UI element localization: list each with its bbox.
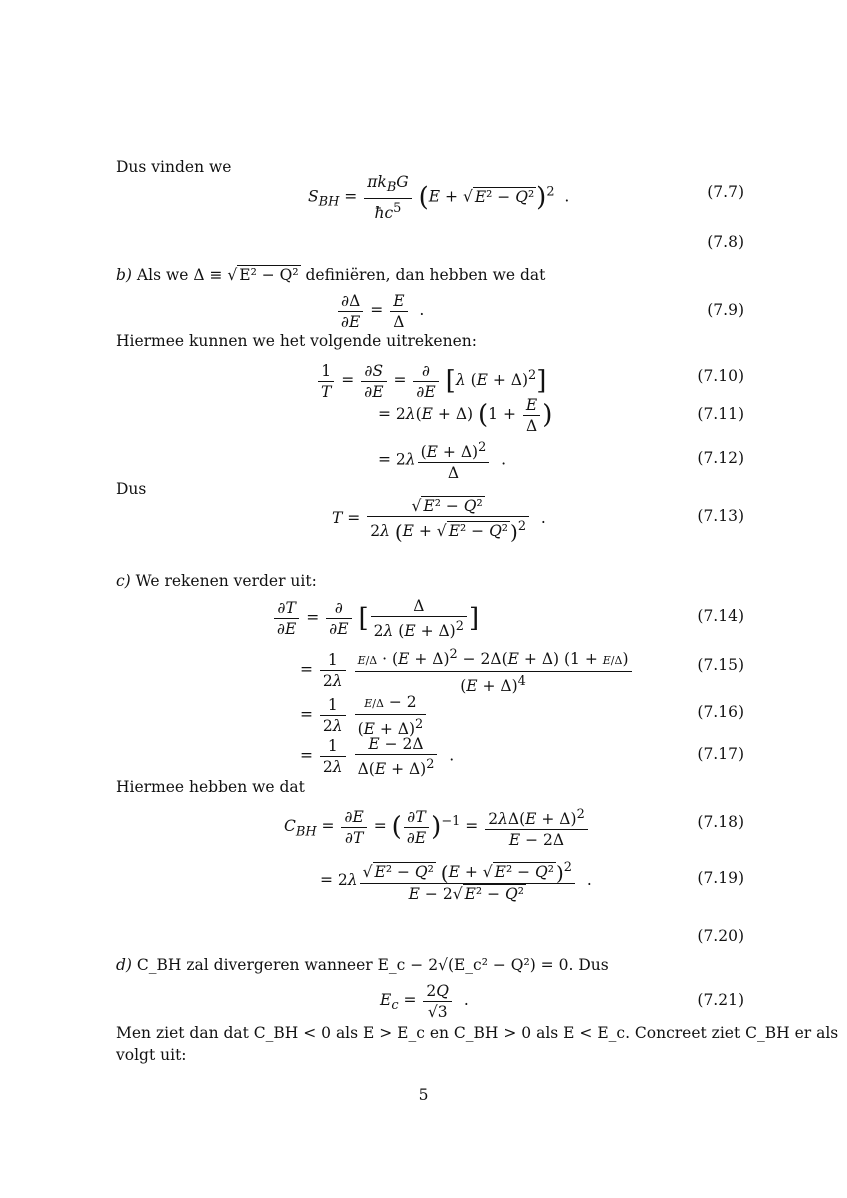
- paragraph-conclusion-line-1: Men ziet dan dat C_BH < 0 als E > E_c en C_BH > 0 als E < E_c. Concreet ziet C_BH er als: [116, 1024, 839, 1042]
- paragraph-b-sqrt: E² − Q²: [239, 266, 299, 284]
- equation-number-7-18: (7.18): [697, 813, 744, 831]
- equation-number-7-10: (7.10): [697, 367, 744, 385]
- equation-7-17: [116, 734, 744, 779]
- equation-7-14: [116, 596, 744, 641]
- equation-7-15: [116, 645, 744, 696]
- paragraph-dus-vinden: Dus vinden we: [116, 158, 232, 176]
- equation-7-14-body: $\frac{\partial T}{\partial E}$ = $\frac{\partial}{\partial E}$ [ $\frac{\Delta}{2\lambda (E + \Delta)^2}$ ]: [272, 596, 479, 641]
- equation-number-7-7: (7.7): [707, 183, 744, 201]
- paragraph-b: b) Als we Δ ≡ √ E² − Q² definiëren, dan hebben we dat: [116, 266, 546, 284]
- paragraph-dus: Dus: [116, 480, 147, 498]
- equation-number-7-21: (7.21): [697, 991, 744, 1009]
- equation-7-8: [116, 222, 744, 262]
- equation-7-13-body: T = $\frac{\text{√ E² − Q²}}{2\lambda (E + √ E^2 - Q^2 )^2}$ .: [332, 497, 546, 545]
- equation-7-12-body: = 2λ $\frac{(E + \Delta)^2}{\Delta}$ .: [378, 440, 507, 483]
- equation-7-17-body: = $\frac{1}{2\lambda}$ $\frac{E - 2\Delta}{\Delta(E + \Delta)^2}$ .: [300, 735, 455, 779]
- paragraph-b-text-2: definiëren, dan hebben we dat: [300, 266, 546, 284]
- paragraph-d-text: C_BH zal divergeren wanneer E_c − 2√(E_c² − Q²) = 0. Dus: [136, 956, 609, 974]
- paragraph-c-text: We rekenen verder uit:: [135, 572, 317, 590]
- equation-7-7: [116, 172, 744, 223]
- equation-7-19-body: = 2λ $\frac{√ E^2 - Q^2 (E + √ E^2 - Q^2 )^2}{\text{E − 2√ E² − Q²}}$ .: [320, 860, 592, 904]
- equation-7-21: [116, 980, 744, 1020]
- equation-7-10-body: $\frac{1}{T}$ = $\frac{\partial S}{\partial E}$ = $\frac{\partial}{\partial E}$ [λ $(E + \Delta)^2$]: [316, 356, 546, 402]
- equation-7-18: [116, 802, 744, 849]
- equation-7-11-body: = 2λ(E + Δ) (1 + $\frac{E}{\Delta}$ ): [378, 395, 553, 435]
- paragraph-c: [116, 570, 744, 592]
- equation-7-21-body: $E_c$ = $\frac{2Q}{√3}$ .: [380, 981, 469, 1021]
- equation-7-15-body: = $\frac{1}{2\lambda}$ $\frac{E/\Delta \cdot (E + \Delta)^2 - 2\Delta(E + \Delta) (1 + E/\Delta)}{(E + \Delta)^4}$: [300, 645, 634, 696]
- equation-7-16: [116, 692, 744, 739]
- equation-number-7-15: (7.15): [697, 656, 744, 674]
- equation-number-7-11: (7.11): [697, 405, 744, 423]
- label-d: d): [116, 956, 132, 974]
- equation-number-7-17: (7.17): [697, 745, 744, 763]
- equation-7-19: [116, 858, 744, 904]
- equation-number-7-14: (7.14): [697, 607, 744, 625]
- equation-number-7-8: (7.8): [707, 233, 744, 251]
- equation-7-9: [116, 290, 744, 330]
- equation-7-20: [116, 916, 744, 956]
- equation-7-13: [116, 496, 744, 545]
- equation-number-7-16: (7.16): [697, 703, 744, 721]
- equation-number-7-13: (7.13): [697, 507, 744, 525]
- paragraph-conclusion-line-2: volgt uit:: [116, 1046, 187, 1064]
- equation-7-7-body: $S_{BH}$ = $\frac{\pi k_BG}{ħc^5}$ (E + √ E² − Q²)$^2$ .: [308, 173, 570, 223]
- page-number: 5: [418, 1086, 429, 1104]
- equation-7-11: [116, 394, 744, 434]
- paragraph-hiermee-1: Hiermee kunnen we het volgende uitrekenen:: [116, 332, 477, 350]
- equation-number-7-9: (7.9): [707, 301, 744, 319]
- equation-number-7-12: (7.12): [697, 449, 744, 467]
- equation-7-18-body: $C_{BH}$ = $\frac{\partial E}{\partial T}$ = ( $\frac{\partial T}{\partial E}$ )$^{-1}$ = $\frac{2\lambda\Delta(E + \Delta)^2}{E - 2\Delta}$: [284, 802, 590, 852]
- equation-number-7-20: (7.20): [697, 927, 744, 945]
- label-c: c): [116, 572, 131, 590]
- equation-7-9-body: $\frac{\partial\Delta}{\partial E}$ = $\frac{E}{\Delta}$ .: [336, 290, 424, 332]
- label-b: b): [116, 266, 132, 284]
- paragraph-hiermee-2: Hiermee hebben we dat: [116, 778, 305, 796]
- equation-7-16-body: = $\frac{1}{2\lambda}$ $\frac{E/\Delta - 2}{(E + \Delta)^2}$: [300, 692, 428, 739]
- paragraph-d: [116, 954, 744, 976]
- paragraph-b-text-1: Als we Δ ≡: [136, 266, 228, 284]
- equation-7-10: [116, 356, 744, 401]
- equation-7-12: [116, 438, 744, 483]
- equation-number-7-19: (7.19): [697, 869, 744, 887]
